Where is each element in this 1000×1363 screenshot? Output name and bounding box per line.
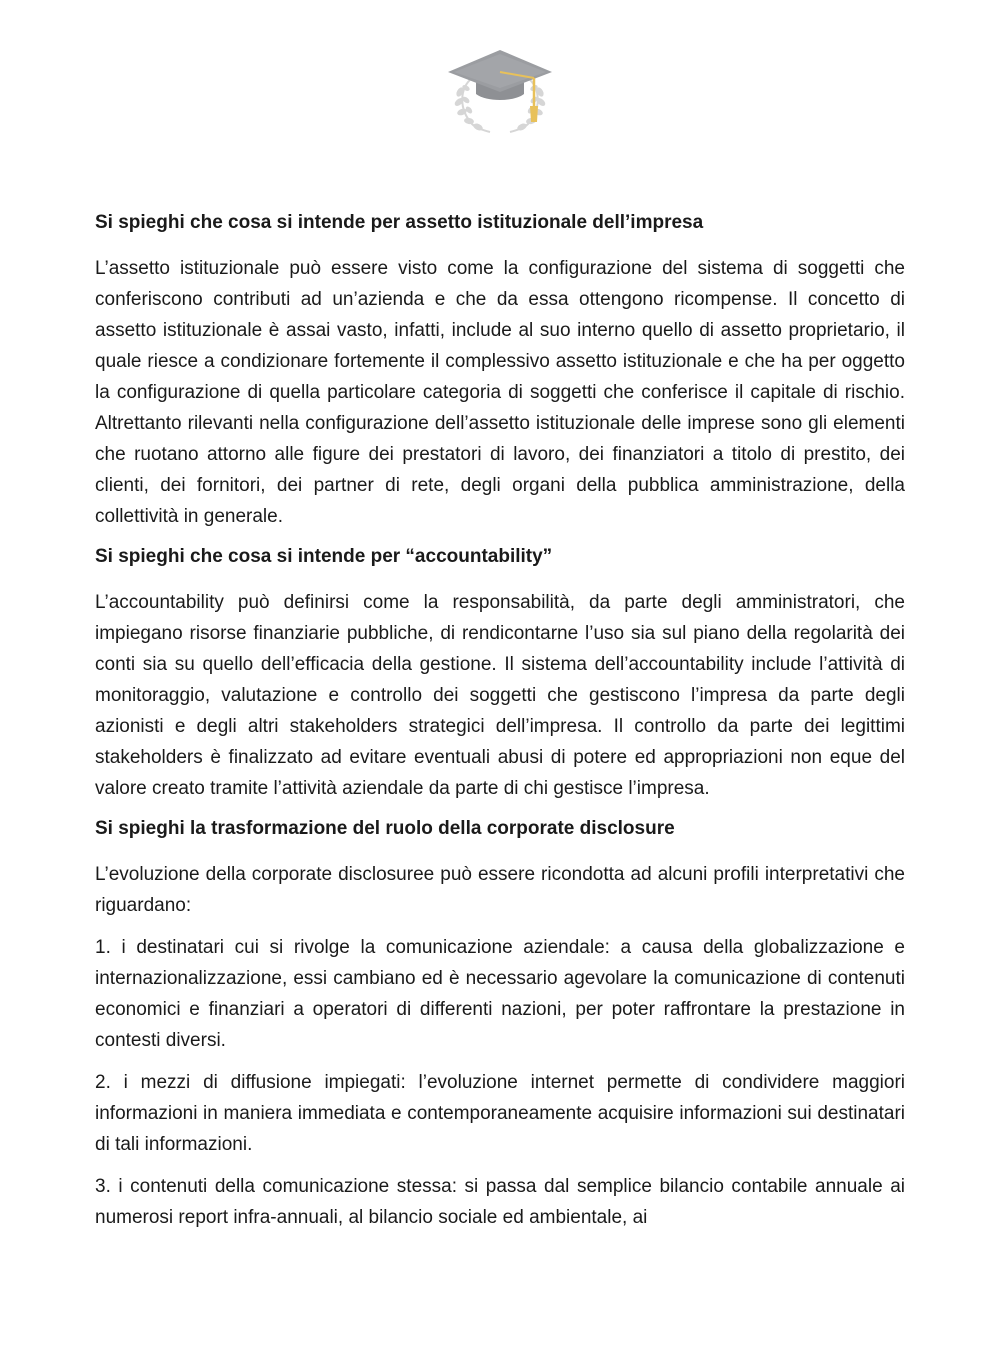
document-body [95,209,905,1233]
list-item-contenuti: 3. i contenuti della comunicazione stessa: si passa dal semplice bilancio contabile annuale ai numerosi report infra-annuali, al bilancio sociale ed ambientale, ai [95,1176,905,1228]
list-item-mezzi: 2. i mezzi di diffusione impiegati: l’evoluzione internet permette di condividere maggiori informazioni in maniera immediata e contemporaneamente acquisire informazioni sui destinatari di tali informazioni. [95,1072,905,1155]
list-item-destinatari: 1. i destinatari cui si rivolge la comunicazione aziendale: a causa della globalizzazione e internazionalizzazione, essi cambiano ed è necessario agevolare la comunicazione di contenuti economici e finanziari a operatori di differenti nazioni, per poter raffrontare la prestazione in contesti diversi. [95,937,905,1051]
paragraph-disclosure-intro: L’evoluzione della corporate disclosuree può essere ricondotta ad alcuni profili interpretativi che riguardano: [95,864,905,916]
section-heading-disclosure: Si spieghi la trasformazione del ruolo della corporate disclosure [95,818,675,839]
section-heading-accountability: Si spieghi che cosa si intende per “accountability” [95,546,553,567]
paragraph-accountability: L’accountability può definirsi come la responsabilità, da parte degli amministratori, che impiegano risorse finanziarie pubbliche, di rendicontarne l’uso sia sul piano della regolarità dei conti sia su quello dell’efficacia della gestione. Il sistema dell’accountability include l’attività di monitoraggio, valutazione e controllo dei soggetti che gestiscono l’impresa da parte degli azionisti e degli altri stakeholders strategici dell’impresa. Il controllo da parte dei legittimi stakeholders è finalizzato ad evitare eventuali abusi di potere ed appropriazioni non eque del valore creato tramite l’attività aziendale da parte di chi gestisce l’impresa. [95,592,905,799]
paragraph-assetto: L’assetto istituzionale può essere visto come la configurazione del sistema di soggetti che conferiscono contributi ad un’azienda e che da essa ottengono ricompense. Il concetto di assetto istituzionale è assai vasto, infatti, include al suo interno quello di assetto proprietario, il quale riesce a condizionare fortemente il complessivo assetto istituzionale e che ha per oggetto la configurazione di quella particolare categoria di soggetti che conferisce il capitale di rischio. Altrettanto rilevanti nella configurazione dell’assetto istituzionale delle imprese sono gli elementi che ruotano attorno alle figure dei prestatori di lavoro, dei finanziatori a titolo di prestito, dei clienti, dei fornitori, dei partner di rete, degli organi della pubblica amministrazione, della collettività in generale. [95,258,905,527]
graduation-cap-laurel-icon [442,48,558,136]
section-heading-assetto: Si spieghi che cosa si intende per assetto istituzionale dell’impresa [95,212,704,233]
